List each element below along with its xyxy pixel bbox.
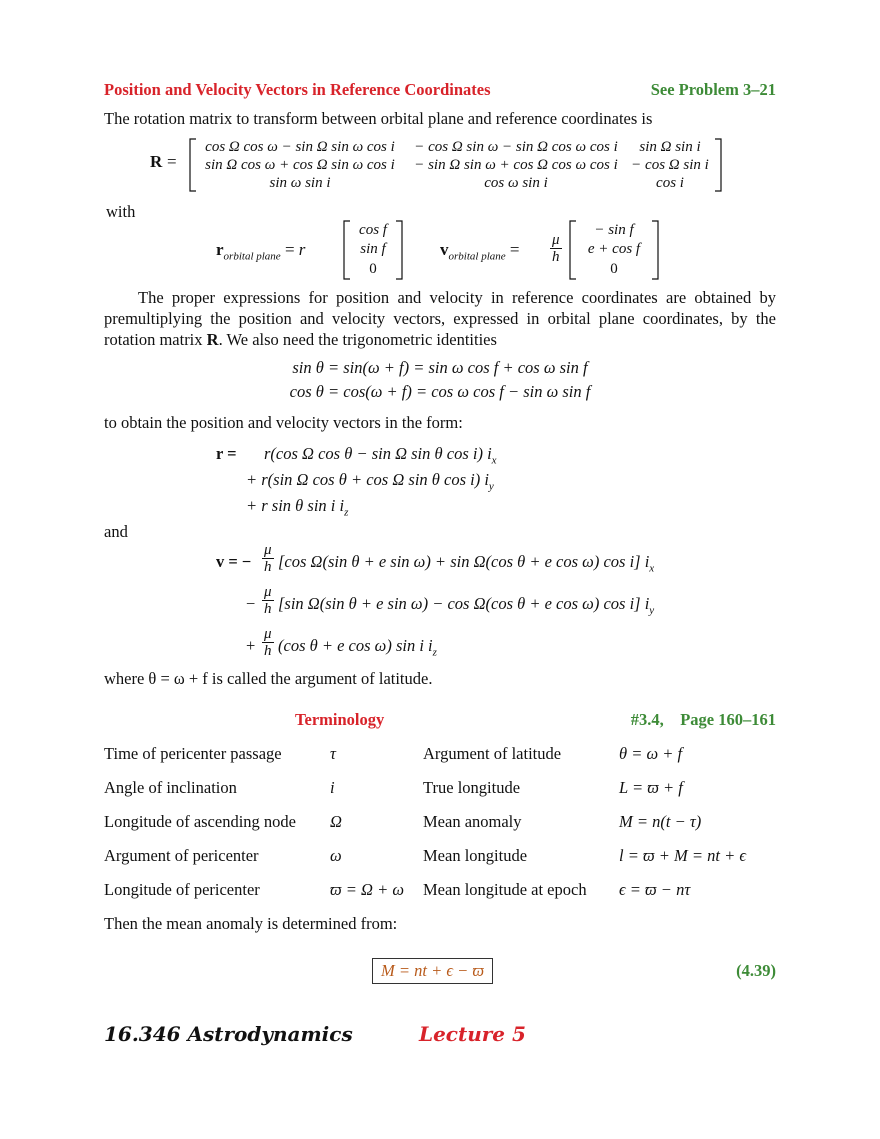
- r-vector-symbol: r: [216, 240, 224, 259]
- term-symbol: Ω: [330, 812, 342, 831]
- equation-number: (4.39): [736, 961, 776, 980]
- v-eq-line: [cos Ω(sin θ + e sin ω) + sin Ω(cos θ + e cos ω) cos i] $i_x$: [278, 552, 655, 575]
- matrix-cell: sin Ω sin i: [639, 139, 701, 155]
- boxed-equation: M = nt + ϵ − ϖ: [372, 958, 493, 984]
- with-label: with: [106, 202, 136, 221]
- term-symbol: ϵ = ϖ − nτ: [619, 880, 691, 899]
- matrix-R-ref: R: [206, 330, 219, 349]
- term-symbol: θ = ω + f: [619, 744, 683, 763]
- r-eq-line: + r(sin Ω cos θ + cos Ω sin θ cos i) $i_y$: [246, 470, 494, 493]
- matrix-label: R: [150, 152, 163, 171]
- term-symbol: l = ϖ + M = nt + ϵ: [619, 846, 746, 865]
- term-name: Longitude of ascending node: [104, 812, 296, 831]
- term-name: Mean longitude at epoch: [423, 880, 587, 899]
- left-bracket: [188, 138, 198, 192]
- r-orbital-vector: $r_{orbital plane} = r$ cos f sin f 0: [216, 220, 406, 280]
- intro-text: The rotation matrix to transform between orbital plane and reference coordinates is: [104, 109, 653, 128]
- term-name: Mean anomaly: [423, 812, 522, 831]
- equals-sign: =: [167, 152, 177, 171]
- r-eq-line: r(cos Ω cos θ − sin Ω sin θ cos i) $i_x$: [264, 444, 497, 467]
- matrix-cell: cos Ω cos ω − sin Ω sin ω cos i: [205, 139, 395, 155]
- term-name: Longitude of pericenter: [104, 880, 260, 899]
- r-subscript: orbital plane: [223, 250, 281, 263]
- r-equation: [216, 444, 636, 522]
- term-name: Angle of inclination: [104, 778, 237, 797]
- term-symbol: L = ϖ + f: [619, 778, 683, 797]
- to-obtain-text: to obtain the position and velocity vectors in the form:: [104, 413, 463, 432]
- mu-over-h: $\frac{\mu}{h}$: [264, 542, 272, 575]
- matrix-cell: − sin Ω sin ω + cos Ω cos ω cos i: [414, 157, 618, 173]
- r-coef: r: [298, 240, 306, 259]
- see-problem-ref: See Problem 3–21: [650, 80, 776, 99]
- terminology-ref: #3.4, Page 160–161: [630, 710, 776, 729]
- term-name: Argument of pericenter: [104, 846, 259, 865]
- mu-over-h: $\frac{\mu}{h}$: [264, 584, 272, 617]
- term-symbol: ϖ = Ω + ω: [330, 880, 405, 899]
- r-eq-lhs: r =: [216, 444, 237, 463]
- matrix-cell: cos ω sin i: [484, 175, 548, 191]
- v-eq-sign: −: [246, 594, 256, 613]
- v-equation: [216, 538, 696, 668]
- v-eq-line: [sin Ω(sin θ + e sin ω) − cos Ω(cos θ + e cos ω) cos i] $i_y$: [278, 594, 655, 617]
- term-name: True longitude: [423, 778, 521, 797]
- and-label: and: [104, 522, 128, 541]
- matrix-cell: sin Ω cos ω + cos Ω sin ω cos i: [205, 157, 395, 173]
- term-name: Mean longitude: [423, 846, 528, 865]
- matrix-cell: − cos Ω sin i: [631, 157, 709, 173]
- footer-course: 16.346 Astrodynamics: [104, 1022, 353, 1046]
- vector-cell: sin f: [360, 241, 386, 257]
- identity-cos: cos θ = cos(ω + f) = cos ω cos f − sin ω sin f: [289, 382, 591, 401]
- matrix-cell: cos i: [656, 175, 684, 191]
- matrix-cell: − cos Ω sin ω − sin Ω cos ω cos i: [414, 139, 618, 155]
- mu-over-h: $\frac{\mu}{h}$: [552, 232, 560, 265]
- mu-over-h: $\frac{\mu}{h}$: [264, 626, 272, 659]
- vector-cell: cos f: [359, 222, 387, 238]
- paragraph-premultiply: The proper expressions for position and velocity in reference coordinates are obtained by premultiplying the position and velocity vectors, expressed in orbital plane coordinates, by the rotation matrix R. We also need the trigonometric identities: [104, 288, 776, 349]
- terminology-table: [104, 744, 784, 914]
- where-line: where θ = ω + f is called the argument of latitude.: [104, 669, 433, 688]
- term-name: Time of pericenter passage: [104, 744, 282, 763]
- identity-sin: sin θ = sin(ω + f) = sin ω cos f + cos ω sin f: [292, 358, 588, 377]
- footer-lecture: Lecture 5: [419, 1022, 526, 1046]
- vector-cell: 0: [369, 261, 377, 277]
- vector-cell: 0: [610, 261, 618, 277]
- v-eq-sign: +: [246, 636, 256, 655]
- term-symbol: ω: [330, 846, 342, 865]
- r-eq-line: + r sin θ sin i $i_z$: [246, 496, 349, 519]
- term-symbol: τ: [330, 744, 336, 763]
- term-name: Argument of latitude: [423, 744, 562, 763]
- term-symbol: M = n(t − τ): [619, 812, 702, 831]
- rotation-matrix-block: [150, 138, 730, 192]
- terminology-title: Terminology: [295, 710, 385, 729]
- v-vector-symbol: v: [440, 240, 449, 259]
- right-bracket: [650, 220, 660, 280]
- section-title: Position and Velocity Vectors in Reference Coordinates: [104, 80, 491, 99]
- vector-cell: e + cos f: [587, 241, 641, 257]
- v-eq-lhs: v = −: [216, 552, 252, 571]
- v-eq-line: (cos θ + e cos ω) sin i $i_z$: [278, 636, 437, 659]
- v-subscript: orbital plane: [448, 250, 506, 263]
- vector-cell: − sin f: [594, 222, 634, 238]
- term-symbol: i: [330, 778, 335, 797]
- right-bracket: [713, 138, 723, 192]
- then-line: Then the mean anomaly is determined from:: [104, 914, 398, 933]
- v-orbital-vector: $v_{orbital plane}$ = $\frac{\mu}{h}$ − sin f e + cos f 0: [440, 220, 670, 280]
- matrix-cell: sin ω sin i: [269, 175, 331, 191]
- right-bracket: [394, 220, 404, 280]
